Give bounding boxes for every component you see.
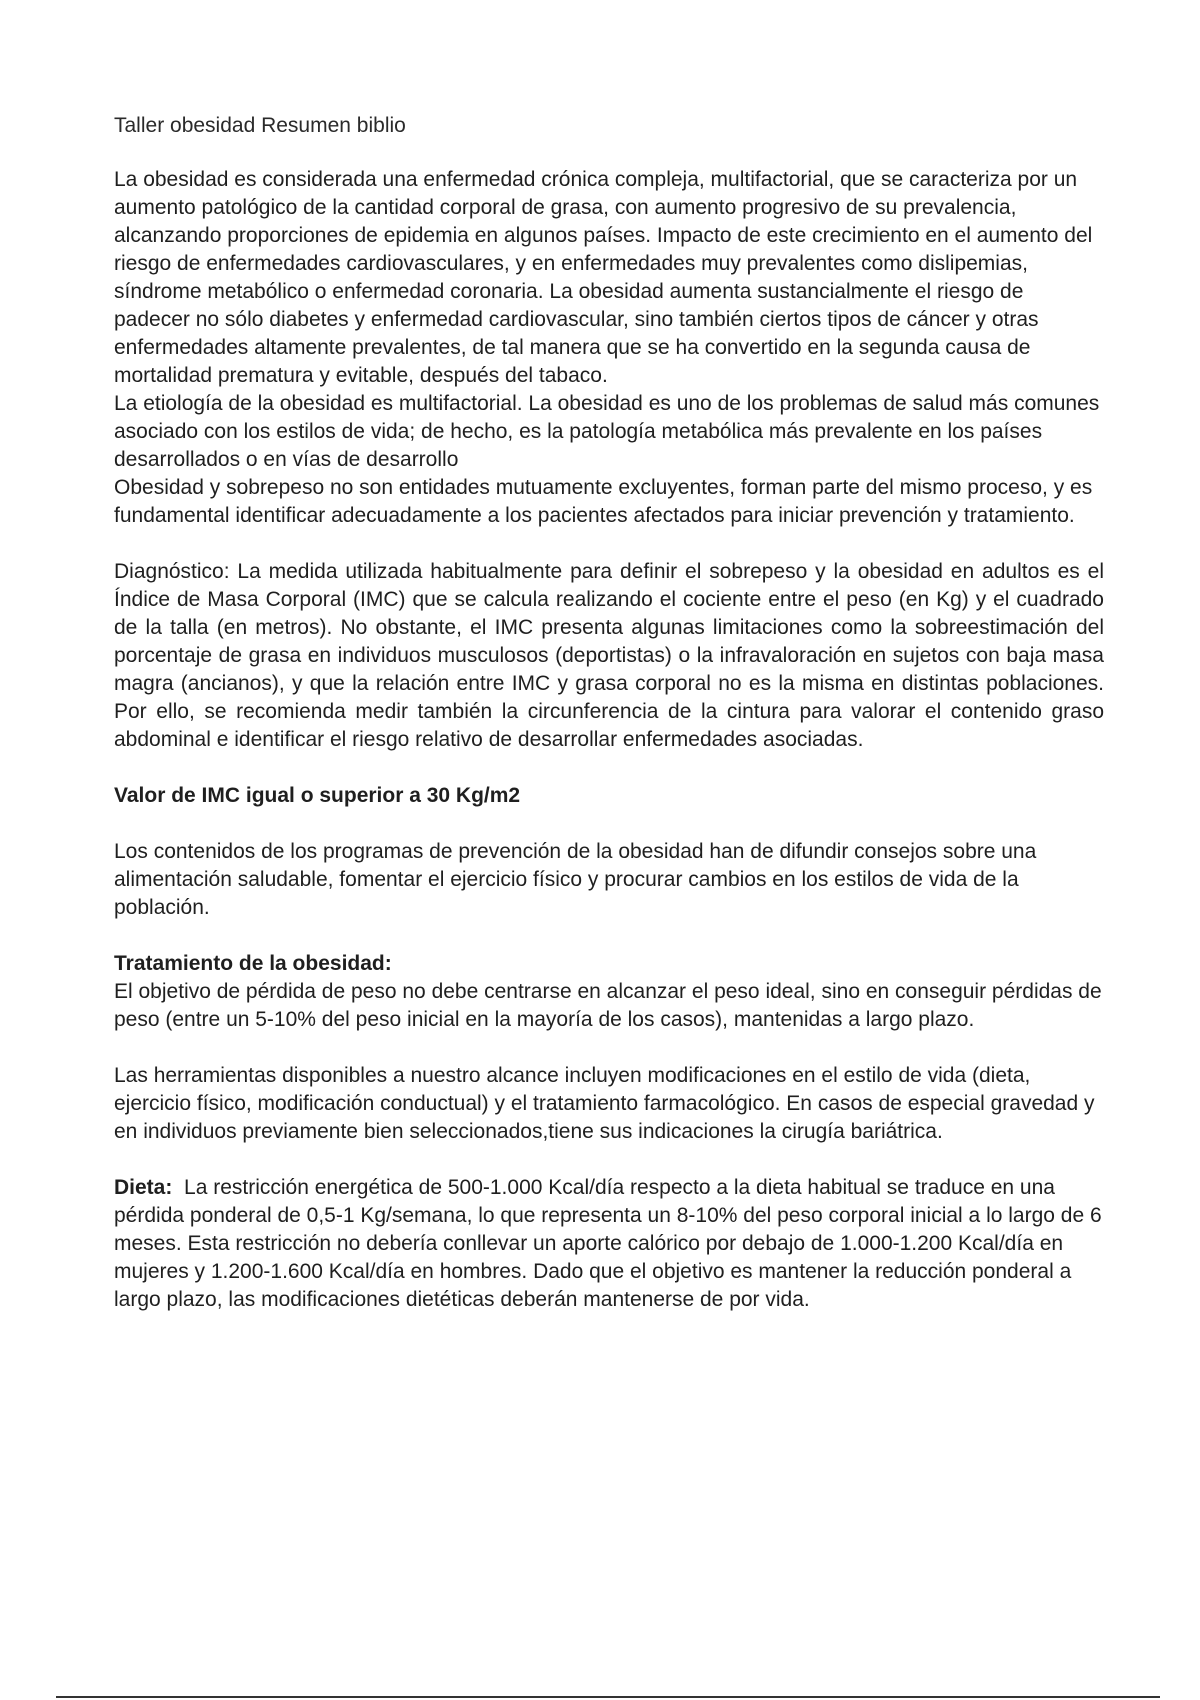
intro-paragraph-3: Obesidad y sobrepeso no son entidades mutuamente excluyentes, forman parte del mismo proceso, y es fundamental identificar adecuadamente a los pacientes afectados para iniciar prevención y tratamiento. (114, 476, 1093, 527)
dieta-paragraph (114, 1174, 1108, 1314)
spacer (114, 530, 1104, 558)
intro-paragraph-2: La etiología de la obesidad es multifactorial. La obesidad es uno de los problemas de salud más comunes asociado con los estilos de vida; de hecho, es la patología metabólica más prevalente en los países desarrollados o en vías de desarrollo (114, 392, 1100, 471)
prevencion-paragraph: Los contenidos de los programas de prevención de la obesidad han de difundir consejos sobre una alimentación saludable, fomentar el ejercicio físico y procurar cambios en los estilos de vida de la población. (114, 840, 1037, 919)
dieta-label: Dieta: (114, 1176, 173, 1199)
dieta-text: La restricción energética de 500-1.000 Kcal/día respecto a la dieta habitual se traduce en una pérdida ponderal de 0,5-1 Kg/semana, lo que representa un 8-10% del peso corporal inicial a lo largo de 6 meses. Esta restricción no debería conllevar un aporte calórico por debajo de 1.000-1.200 Kcal/día en mujeres y 1.200-1.600 Kcal/día en hombres. Dado que el objetivo es mantener la reducción ponderal a largo plazo, las modificaciones dietéticas deberán mantenerse de por vida. (114, 1176, 1108, 1311)
imc-heading: Valor de IMC igual o superior a 30 Kg/m2 (114, 784, 521, 807)
spacer (114, 1034, 1104, 1062)
document-title: Taller obesidad Resumen biblio (114, 114, 406, 137)
spacer (114, 1146, 1104, 1174)
document-page (114, 112, 1108, 1314)
tratamiento-heading: Tratamiento de la obesidad: (114, 952, 392, 975)
tratamiento-paragraph-2: Las herramientas disponibles a nuestro alcance incluyen modificaciones en el estilo de vida (dieta, ejercicio físico, modificación conductual) y el tratamiento farmacológico. En casos de especial gravedad y en individuos previamente bien seleccionados,tiene sus indicaciones la cirugía bariátrica. (114, 1064, 1095, 1143)
spacer (114, 754, 1104, 782)
page-bottom-rule (56, 1696, 1160, 1698)
spacer (114, 810, 1104, 838)
spacer (114, 922, 1104, 950)
tratamiento-paragraph-1: El objetivo de pérdida de peso no debe centrarse en alcanzar el peso ideal, sino en conseguir pérdidas de peso (entre un 5-10% del peso inicial en la mayoría de los casos), mantenidas a largo plazo. (114, 980, 1102, 1031)
diagnostico-paragraph: Diagnóstico: La medida utilizada habitualmente para definir el sobrepeso y la obesidad en adultos es el Índice de Masa Corporal (IMC) que se calcula realizando el cociente entre el peso (en Kg) y el cuadrado de la talla (en metros). No obstante, el IMC presenta algunas limitaciones como la sobreestimación del porcentaje de grasa en individuos musculosos (deportistas) o la infravaloración en sujetos con baja masa magra (ancianos), y que la relación entre IMC y grasa corporal no es la misma en distintas poblaciones. Por ello, se recomienda medir también la circunferencia de la cintura para valorar el contenido graso abdominal e identificar el riesgo relativo de desarrollar enfermedades asociadas. (114, 560, 1104, 751)
intro-paragraph-1: La obesidad es considerada una enfermedad crónica compleja, multifactorial, que se caracteriza por un aumento patológico de la cantidad corporal de grasa, con aumento progresivo de su prevalencia, alcanzando proporciones de epidemia en algunos países. Impacto de este crecimiento en el aumento del riesgo de enfermedades cardiovasculares, y en enfermedades muy prevalentes como dislipemias, síndrome metabólico o enfermedad coronaria. La obesidad aumenta sustancialmente el riesgo de padecer no sólo diabetes y enfermedad cardiovascular, sino también ciertos tipos de cáncer y otras enfermedades altamente prevalentes, de tal manera que se ha convertido en la segunda causa de mortalidad prematura y evitable, después del tabaco. (114, 168, 1093, 387)
